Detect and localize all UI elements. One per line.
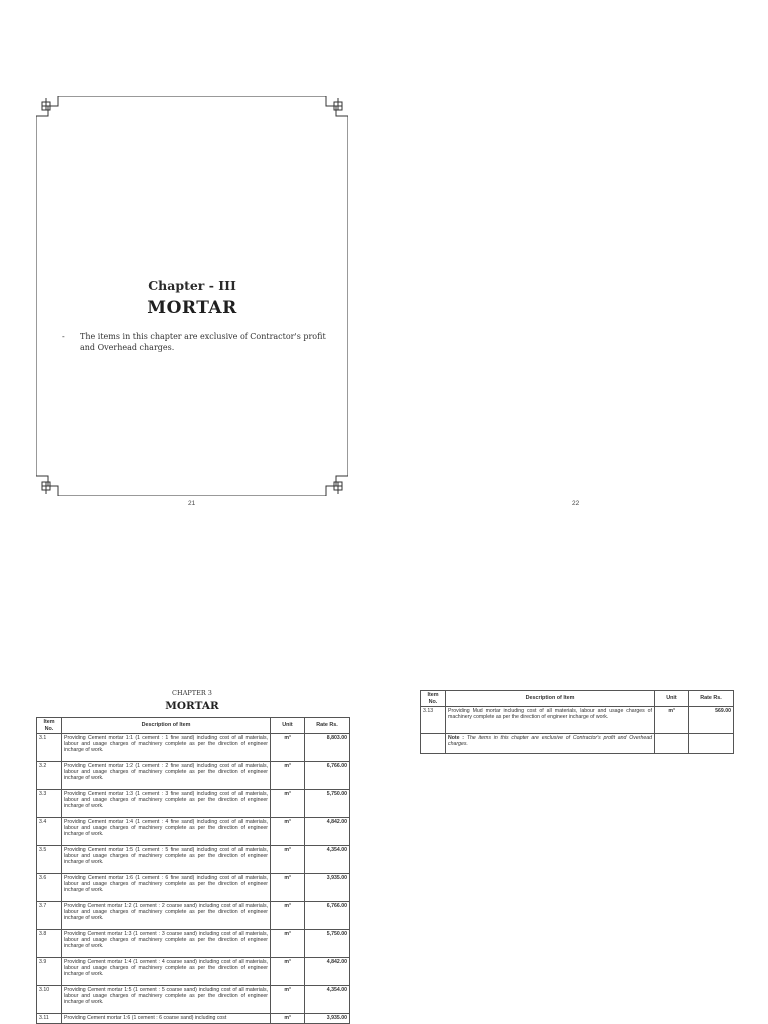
item-unit: m³ [271, 1014, 305, 1024]
rates-table [36, 717, 350, 1024]
item-unit: m³ [271, 930, 305, 958]
table-row [37, 734, 350, 762]
item-description: Providing Mud mortar including cost of all materials, labour and usage charges of machinery complete as per the direction of engineer incharge of work. [446, 707, 655, 734]
note-rate-cell [689, 734, 734, 754]
header-description: Description of Item [62, 718, 271, 734]
note-text: The items in this chapter are exclusive of Contractor's profit and Overhead charges. [448, 735, 652, 748]
item-description: Providing Cement mortar 1:1 (1 cement : 1 fine sand) including cost of all materials, labour and usage charges of machinery complete as per the direction of engineer incharge of work. [62, 734, 271, 762]
item-no: 3.11 [37, 1014, 62, 1024]
item-rate: 3,935.00 [305, 1014, 350, 1024]
chapter-frame [36, 96, 348, 496]
item-unit: m³ [271, 818, 305, 846]
item-no: 3.9 [37, 958, 62, 986]
item-description: Providing Cement mortar 1:5 (1 cement : 5 fine sand) including cost of all materials, labour and usage charges of machinery complete as per the direction of engineer incharge of work. [62, 846, 271, 874]
note-text: The items in this chapter are exclusive of Contractor's profit and Overhead charges. [80, 332, 326, 352]
note-row [421, 734, 734, 754]
item-unit: m³ [271, 734, 305, 762]
item-no: 3.13 [421, 707, 446, 734]
section-label: CHAPTER 3 [172, 689, 212, 697]
note-unit-cell [655, 734, 689, 754]
item-description: Providing Cement mortar 1:5 (1 cement : 5 coarse sand) including cost of all materials, labour and usage charges of machinery complete as per the direction of engineer incharge of work. [62, 986, 271, 1014]
table-row [37, 1014, 350, 1024]
page-number-22: 22 [572, 500, 580, 507]
item-rate: 4,842.00 [305, 818, 350, 846]
table-row [37, 762, 350, 790]
table-row [37, 874, 350, 902]
header-unit: Unit [271, 718, 305, 734]
page-number-21: 21 [188, 500, 196, 507]
header-rate: Rate Rs. [305, 718, 350, 734]
rates-table-continued [420, 690, 734, 754]
header-rate: Rate Rs. [689, 691, 734, 707]
section-title: MORTAR [165, 700, 219, 712]
item-no: 3.5 [37, 846, 62, 874]
table-row [37, 790, 350, 818]
item-no: 3.2 [37, 762, 62, 790]
item-rate: 8,803.00 [305, 734, 350, 762]
table-header-row [37, 718, 350, 734]
item-rate: 4,842.00 [305, 958, 350, 986]
item-no: 3.1 [37, 734, 62, 762]
header-item: Item No. [421, 691, 446, 707]
item-description: Providing Cement mortar 1:4 (1 cement : 4 coarse sand) including cost of all materials, labour and usage charges of machinery complete as per the direction of engineer incharge of work. [62, 958, 271, 986]
item-description: Providing Cement mortar 1:4 (1 cement : 4 fine sand) including cost of all materials, labour and usage charges of machinery complete as per the direction of engineer incharge of work. [62, 818, 271, 846]
note-bullet: - [62, 332, 65, 341]
item-rate: 569.00 [689, 707, 734, 734]
item-unit: m³ [271, 986, 305, 1014]
item-unit: m³ [655, 707, 689, 734]
item-no: 3.7 [37, 902, 62, 930]
item-description: Providing Cement mortar 1:6 (1 cement : 6 coarse sand) including cost [62, 1014, 271, 1024]
table-row [421, 707, 734, 734]
item-description: Providing Cement mortar 1:3 (1 cement : 3 fine sand) including cost of all materials, labour and usage charges of machinery complete as per the direction of engineer incharge of work. [62, 790, 271, 818]
item-no: 3.4 [37, 818, 62, 846]
note-item-cell [421, 734, 446, 754]
item-rate: 4,354.00 [305, 846, 350, 874]
table-row [37, 958, 350, 986]
item-no: 3.6 [37, 874, 62, 902]
header-unit: Unit [655, 691, 689, 707]
chapter-title: MORTAR [147, 298, 237, 318]
item-unit: m³ [271, 874, 305, 902]
header-description: Description of Item [446, 691, 655, 707]
item-description: Providing Cement mortar 1:3 (1 cement : 3 coarse sand) including cost of all materials, labour and usage charges of machinery complete as per the direction of engineer incharge of work. [62, 930, 271, 958]
item-description: Providing Cement mortar 1:2 (1 cement : 2 coarse sand) including cost of all materials, labour and usage charges of machinery complete as per the direction of engineer incharge of work. [62, 902, 271, 930]
table-header-row [421, 691, 734, 707]
item-description: Providing Cement mortar 1:2 (1 cement : 2 fine sand) including cost of all materials, labour and usage charges of machinery complete as per the direction of engineer incharge of work. [62, 762, 271, 790]
decorative-border [36, 96, 348, 496]
item-unit: m³ [271, 846, 305, 874]
item-unit: m³ [271, 958, 305, 986]
chapter-label: Chapter - III [148, 278, 236, 293]
item-no: 3.10 [37, 986, 62, 1014]
item-unit: m³ [271, 902, 305, 930]
item-rate: 5,750.00 [305, 930, 350, 958]
item-no: 3.3 [37, 790, 62, 818]
header-item: Item No. [37, 718, 62, 734]
item-description: Providing Cement mortar 1:6 (1 cement : 6 fine sand) including cost of all materials, labour and usage charges of machinery complete as per the direction of engineer incharge of work. [62, 874, 271, 902]
chapter-note-cell [446, 734, 655, 754]
item-rate: 6,766.00 [305, 902, 350, 930]
table-row [37, 818, 350, 846]
item-rate: 5,750.00 [305, 790, 350, 818]
item-rate: 6,766.00 [305, 762, 350, 790]
table-row [37, 846, 350, 874]
item-rate: 4,354.00 [305, 986, 350, 1014]
item-rate: 3,935.00 [305, 874, 350, 902]
item-unit: m³ [271, 762, 305, 790]
table-row [37, 902, 350, 930]
item-unit: m³ [271, 790, 305, 818]
item-no: 3.8 [37, 930, 62, 958]
table-row [37, 986, 350, 1014]
note-label: Note : [448, 735, 465, 741]
table-row [37, 930, 350, 958]
